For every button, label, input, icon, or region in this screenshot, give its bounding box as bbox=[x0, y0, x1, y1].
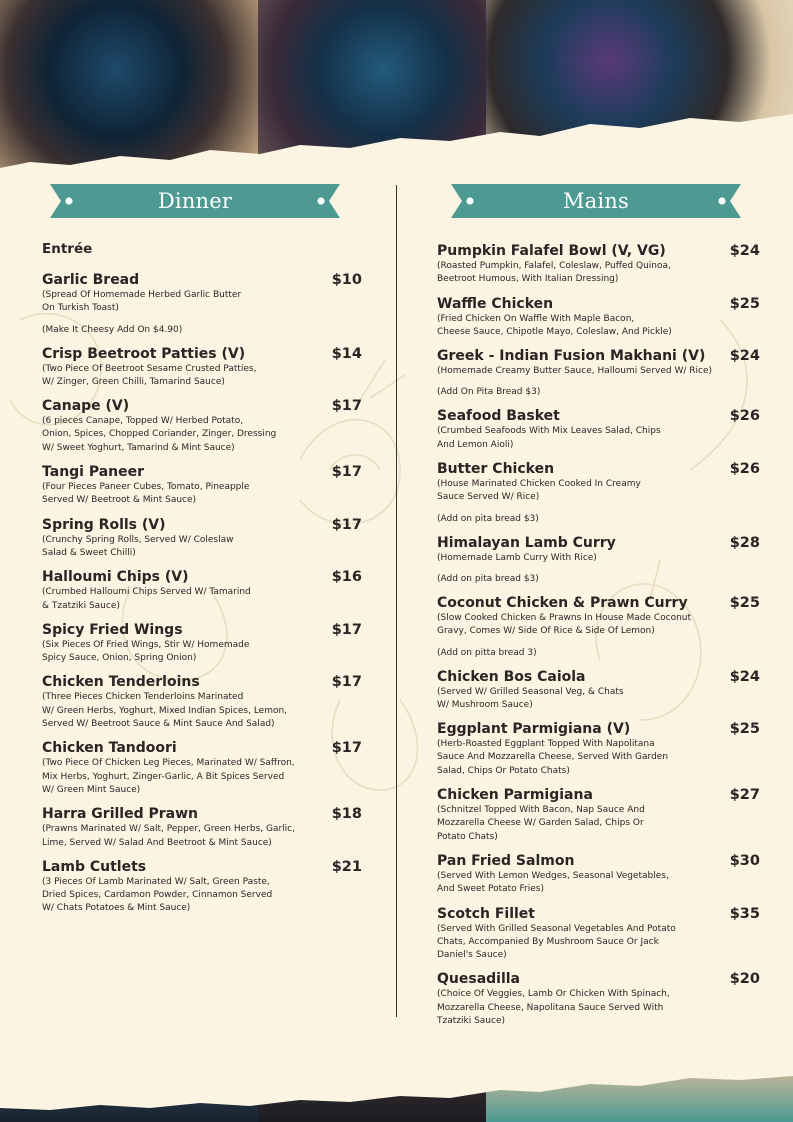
footer-food-photos bbox=[0, 1070, 793, 1122]
menu-item-note: (Add on pita bread $3) bbox=[437, 513, 539, 524]
menu-item bbox=[437, 720, 760, 778]
menu-item-price: $17 bbox=[331, 621, 362, 638]
dinner-column bbox=[42, 241, 362, 924]
menu-item-header bbox=[42, 271, 362, 289]
menu-item bbox=[437, 905, 760, 963]
menu-item-price: $25 bbox=[729, 594, 760, 611]
dinner-banner bbox=[50, 184, 340, 218]
menu-item bbox=[42, 271, 362, 337]
menu-item-note: (Add on pitta bread 3) bbox=[437, 647, 537, 658]
menu-item-price: $17 bbox=[331, 740, 362, 757]
menu-item-name: Canape (V) bbox=[42, 398, 130, 415]
menu-item-description: (Schnitzel Topped With Bacon, Nap Sauce And Mozzarella Cheese W/ Garden Salad, Chips Or Potato Chats) bbox=[437, 805, 645, 842]
dinner-title: Dinner bbox=[157, 189, 233, 213]
menu-item-description: (Spread Of Homemade Herbed Garlic Butter On Turkish Toast) bbox=[42, 290, 242, 314]
menu-item bbox=[437, 347, 760, 399]
menu-item-header bbox=[42, 516, 362, 534]
menu-item-price: $18 bbox=[331, 806, 362, 823]
header-food-photos bbox=[0, 0, 793, 175]
menu-item bbox=[437, 970, 760, 1028]
menu-item-name: Seafood Basket bbox=[437, 408, 560, 425]
mains-item-list bbox=[437, 242, 760, 1028]
menu-item-header bbox=[437, 295, 760, 313]
menu-item-description: (Served With Lemon Wedges, Seasonal Vegetables, And Sweet Potato Fries) bbox=[437, 870, 669, 895]
menu-item bbox=[437, 534, 760, 586]
menu-item bbox=[437, 786, 760, 844]
menu-item-price: $21 bbox=[331, 858, 362, 875]
menu-item bbox=[437, 852, 760, 897]
menu-item-price: $25 bbox=[729, 295, 760, 312]
mains-banner bbox=[451, 184, 741, 218]
menu-item-header bbox=[437, 242, 760, 260]
menu-item-description: (Served W/ Grilled Seasonal Veg, & Chats W/ Mushroom Sauce) bbox=[437, 686, 624, 710]
menu-item-header bbox=[42, 397, 362, 415]
menu-item-name: Greek - Indian Fusion Makhani (V) bbox=[437, 348, 706, 365]
menu-item-description: (Two Piece Of Chicken Leg Pieces, Marinated W/ Saffron, Mix Herbs, Yoghurt, Zinger-Garlic, A Bit Spices Served W/ Green Mint Sauce) bbox=[42, 758, 295, 795]
menu-item-description: (Roasted Pumpkin, Falafel, Coleslaw, Puffed Quinoa, Beetroot Humous, With Italian Dressing) bbox=[437, 261, 671, 285]
menu-item-header bbox=[437, 460, 760, 478]
menu-item bbox=[42, 516, 362, 561]
menu-item-header bbox=[437, 970, 760, 988]
menu-item-name: Quesadilla bbox=[437, 971, 521, 988]
menu-item-header bbox=[42, 673, 362, 691]
menu-item-price: $14 bbox=[331, 345, 362, 362]
menu-item-price: $10 bbox=[331, 272, 362, 288]
menu-item-name: Coconut Chicken & Prawn Curry bbox=[437, 594, 688, 611]
menu-item-price: $24 bbox=[729, 348, 760, 365]
column-divider bbox=[396, 185, 397, 1017]
menu-item-price: $25 bbox=[729, 721, 760, 738]
menu-item-price: $26 bbox=[729, 408, 760, 425]
menu-item-header bbox=[42, 858, 362, 876]
menu-item-description: (Crumbed Halloumi Chips Served W/ Tamarind & Tzatziki Sauce) bbox=[42, 587, 251, 611]
menu-item-name: Pumpkin Falafel Bowl (V, VG) bbox=[437, 243, 666, 259]
mains-column bbox=[437, 242, 760, 1036]
menu-item-description: (Choice Of Veggies, Lamb Or Chicken With Spinach, Mozzarella Cheese, Napolitana Sauce Served With Tzatziki Sauce) bbox=[437, 989, 670, 1027]
menu-item-name: Pan Fried Salmon bbox=[437, 852, 575, 869]
menu-item-description: (Four Pieces Paneer Cubes, Tomato, Pineapple Served W/ Beetroot & Mint Sauce) bbox=[42, 482, 250, 506]
menu-item-header bbox=[437, 905, 760, 923]
menu-item-description: (Three Pieces Chicken Tenderloins Marinated W/ Green Herbs, Yoghurt, Mixed Indian Spices, Lemon, Served W/ Beetroot Sauce & Mint Sauce And Salad) bbox=[42, 692, 288, 730]
menu-item bbox=[437, 295, 760, 340]
menu-item-description: (6 pieces Canape, Topped W/ Herbed Potato, Onion, Spices, Chopped Coriander, Zinger, Dressing W/ Sweet Yoghurt, Tamarind & Mint Sauce) bbox=[42, 416, 277, 453]
menu-item-description: (Two Piece Of Beetroot Sesame Crusted Patties, W/ Zinger, Green Chilli, Tamarind Sauce) bbox=[42, 363, 257, 387]
menu-item-name: Crisp Beetroot Patties (V) bbox=[42, 345, 246, 362]
menu-item-description: (3 Pieces Of Lamb Marinated W/ Salt, Green Paste, Dried Spices, Cardamon Powder, Cinnamon Served W/ Chats Potatoes & Mint Sauce) bbox=[42, 876, 273, 914]
menu-item-price: $20 bbox=[729, 971, 760, 988]
menu-item-header bbox=[42, 568, 362, 586]
menu-item-name: Spring Rolls (V) bbox=[42, 516, 166, 533]
menu-item-header bbox=[42, 739, 362, 757]
menu-item-header bbox=[42, 463, 362, 481]
menu-item-name: Chicken Bos Caiola bbox=[437, 668, 586, 685]
menu-item-price: $17 bbox=[331, 674, 362, 691]
menu-item-price: $35 bbox=[729, 905, 760, 922]
menu-item-name: Butter Chicken bbox=[437, 461, 555, 478]
menu-item-header bbox=[437, 786, 760, 804]
menu-item bbox=[437, 594, 760, 660]
menu-item-description: (Fried Chicken On Waffle With Maple Bacon, Cheese Sauce, Chipotle Mayo, Coleslaw, And Pickle) bbox=[437, 313, 672, 337]
menu-item bbox=[437, 460, 760, 526]
menu-item bbox=[437, 242, 760, 287]
menu-item-description: (Served With Grilled Seasonal Vegetables And Potato Chats, Accompanied By Mushroom Sauce Or Jack Daniel's Sauce) bbox=[437, 923, 676, 961]
menu-item-price: $27 bbox=[729, 787, 760, 804]
menu-item-price: $28 bbox=[729, 534, 760, 551]
menu-item-name: Himalayan Lamb Curry bbox=[437, 534, 616, 551]
menu-item-header bbox=[437, 407, 760, 425]
menu-item-name: Tangi Paneer bbox=[42, 464, 145, 481]
menu-item-name: Waffle Chicken bbox=[437, 295, 554, 312]
menu-item bbox=[42, 345, 362, 390]
menu-item-description: (Homemade Lamb Curry With Rice) bbox=[437, 552, 597, 563]
menu-item-name: Chicken Tandoori bbox=[42, 740, 177, 757]
menu-item-price: $17 bbox=[331, 516, 362, 533]
menu-item-price: $24 bbox=[729, 668, 760, 685]
menu-item-header bbox=[42, 621, 362, 639]
menu-item-name: Garlic Bread bbox=[42, 272, 140, 288]
menu-item-header bbox=[437, 534, 760, 552]
mains-title: Mains bbox=[562, 189, 630, 213]
dinner-item-list bbox=[42, 271, 362, 916]
menu-item bbox=[42, 463, 362, 508]
menu-item-description: (Slow Cooked Chicken & Prawns In House Made Coconut Gravy, Comes W/ Side Of Rice & Side Of Lemon) bbox=[437, 612, 692, 637]
entree-section-label: Entrée bbox=[42, 241, 93, 257]
menu-item-name: Chicken Tenderloins bbox=[42, 674, 200, 691]
menu-item-header bbox=[437, 720, 760, 738]
menu-item bbox=[42, 805, 362, 850]
menu-item-price: $26 bbox=[729, 461, 760, 478]
menu-item-note: (Make It Cheesy Add On $4.90) bbox=[42, 324, 183, 335]
menu-item-description: (Prawns Marinated W/ Salt, Pepper, Green Herbs, Garlic, Lime, Served W/ Salad And Beetroot & Mint Sauce) bbox=[42, 824, 295, 848]
menu-item-header bbox=[437, 668, 760, 686]
menu-item-header bbox=[437, 594, 760, 612]
menu-item-header bbox=[437, 852, 760, 870]
menu-item-description: (Homemade Creamy Butter Sauce, Halloumi Served W/ Rice) bbox=[437, 366, 713, 377]
torn-paper-edge-bottom bbox=[0, 1070, 793, 1110]
menu-item-name: Halloumi Chips (V) bbox=[42, 569, 189, 586]
menu-item bbox=[42, 673, 362, 731]
menu-item-description: (Six Pieces Of Fried Wings, Stir W/ Homemade Spicy Sauce, Onion, Spring Onion) bbox=[42, 639, 250, 664]
menu-item-name: Lamb Cutlets bbox=[42, 858, 147, 875]
menu-item bbox=[42, 621, 362, 666]
torn-paper-edge bbox=[0, 110, 793, 175]
menu-item-price: $30 bbox=[729, 852, 760, 869]
menu-item-price: $16 bbox=[331, 569, 362, 586]
menu-item-name: Harra Grilled Prawn bbox=[42, 806, 198, 823]
menu-item-name: Chicken Parmigiana bbox=[437, 787, 593, 804]
menu-item bbox=[437, 668, 760, 713]
menu-item-price: $17 bbox=[331, 464, 362, 481]
menu-item-name: Scotch Fillet bbox=[437, 905, 535, 922]
menu-item-header bbox=[42, 805, 362, 823]
menu-item-description: (Crunchy Spring Rolls, Served W/ Coleslaw Salad & Sweet Chilli) bbox=[42, 534, 234, 558]
menu-item-header bbox=[437, 347, 760, 365]
menu-item-description: (Crumbed Seafoods With Mix Leaves Salad, Chips And Lemon Aioli) bbox=[437, 426, 661, 450]
menu-item bbox=[437, 407, 760, 452]
menu-item bbox=[42, 858, 362, 916]
menu-item bbox=[42, 739, 362, 797]
menu-item-description: (Herb-Roasted Eggplant Topped With Napolitana Sauce And Mozzarella Cheese, Served With Garden Salad, Chips Or Potato Chats) bbox=[437, 739, 669, 776]
menu-item-name: Eggplant Parmigiana (V) bbox=[437, 721, 631, 738]
menu-item-description: (House Marinated Chicken Cooked In Creamy Sauce Served W/ Rice) bbox=[437, 479, 641, 503]
menu-item bbox=[42, 568, 362, 613]
menu-item bbox=[42, 397, 362, 455]
menu-item-note: (Add on pita bread $3) bbox=[437, 573, 539, 584]
menu-item-price: $17 bbox=[331, 398, 362, 415]
menu-item-note: (Add On Pita Bread $3) bbox=[437, 387, 541, 398]
menu-item-price: $24 bbox=[729, 243, 760, 259]
menu-item-name: Spicy Fried Wings bbox=[42, 621, 183, 638]
menu-item-header bbox=[42, 345, 362, 363]
